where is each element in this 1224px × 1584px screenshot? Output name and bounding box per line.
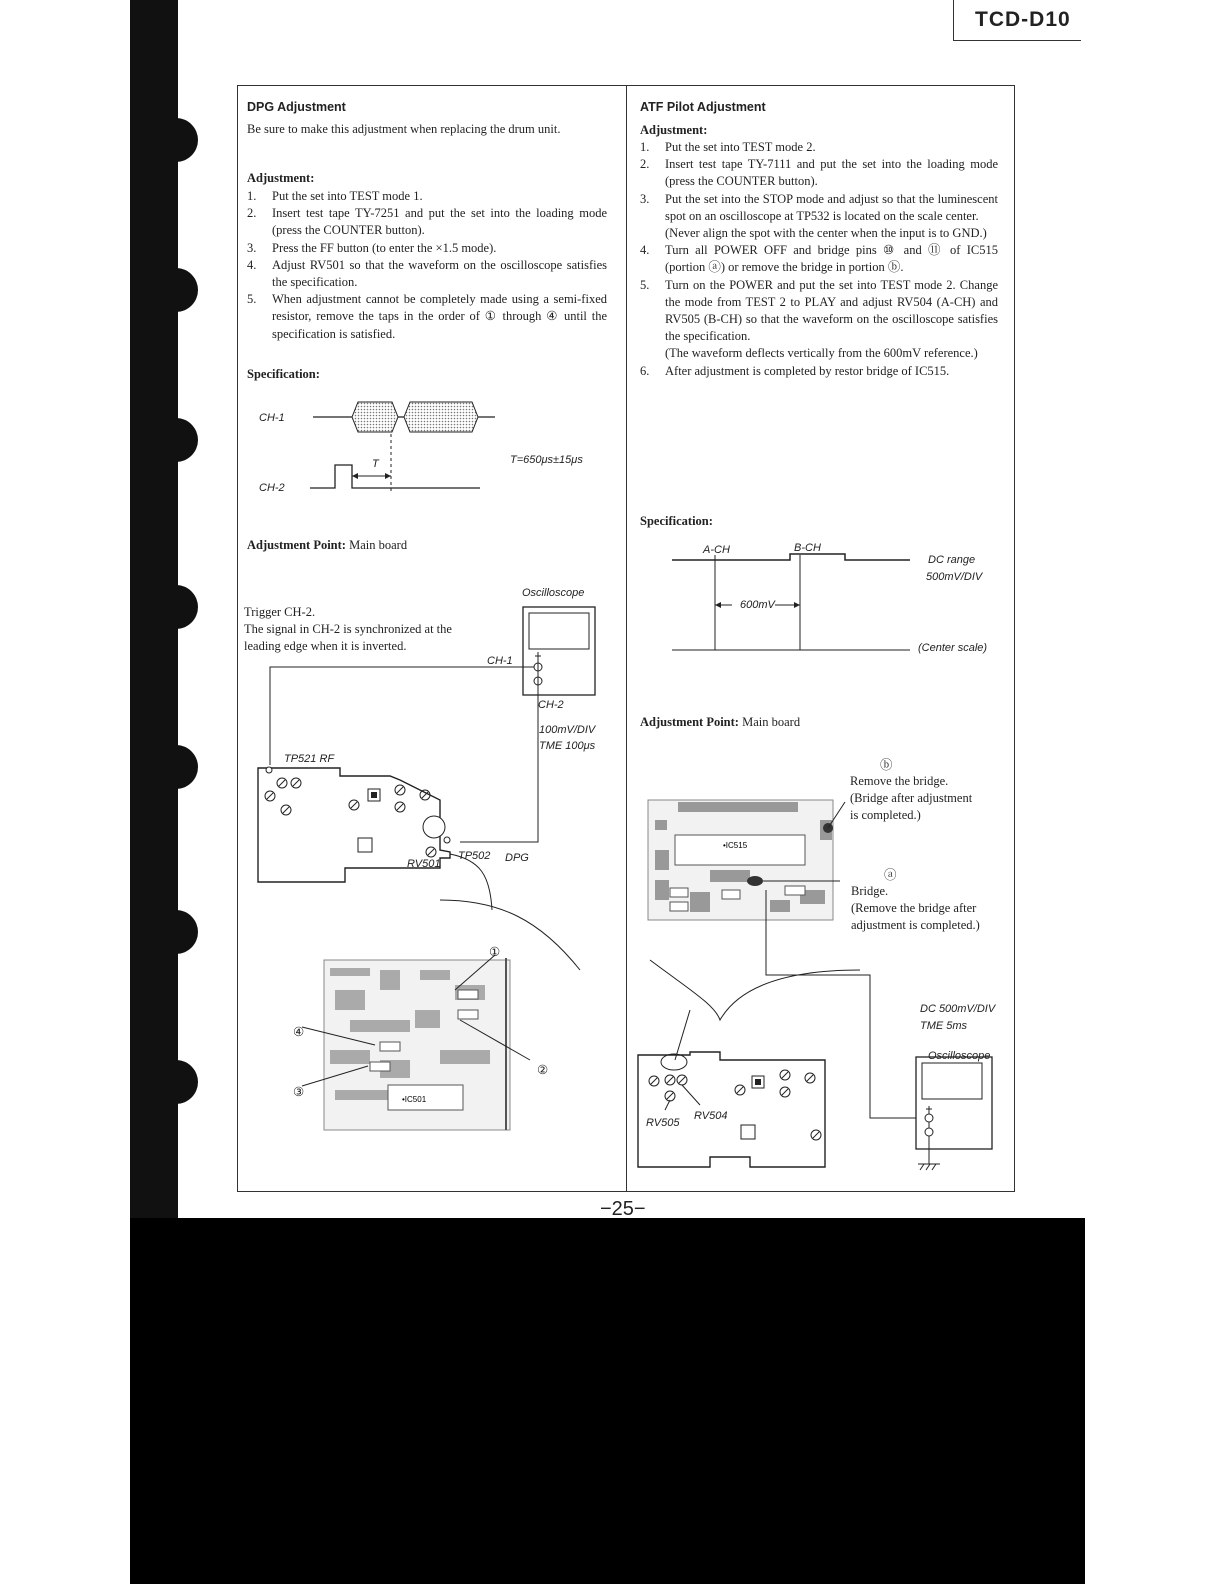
punch-hole (176, 745, 198, 789)
rv504-label: RV504 (694, 1110, 728, 1122)
tap-4: ④ (293, 1025, 305, 1039)
scope-time-right: TME 5ms (920, 1020, 968, 1032)
tap-1: ① (489, 945, 501, 959)
list-item: 6. After adjustment is completed by restor bridge of IC515. (640, 363, 950, 378)
dpg-title: DPG Adjustment (247, 100, 346, 114)
punch-hole (176, 418, 198, 462)
scope-ch1-label: CH-1 (487, 655, 513, 667)
column-divider (626, 85, 627, 1192)
list-item: 5. When adjustment cannot be completely made using a semi-fixed resistor, remove the taps in the order of ① through ④ until the specification is satisfied. (247, 292, 607, 341)
bridge-b-note: Remove the bridge. (Bridge after adjustment is completed.) (850, 774, 973, 823)
t-label: T (372, 458, 379, 470)
page-number: −25− (600, 1198, 646, 1220)
bridge-b-mark: ⓑ (880, 758, 893, 772)
model-number: TCD-D10 (975, 8, 1071, 31)
svg-text:•IC501: •IC501 (402, 1095, 427, 1104)
tp521-label: TP521 RF (284, 753, 335, 765)
dpg-board-diagram (240, 590, 620, 1150)
ch1-label: CH-1 (259, 412, 285, 424)
oscilloscope-label: Oscilloscope (522, 587, 585, 599)
list-item: 4. Turn all POWER OFF and bridge pins ⑩ and ⑪ of IC515 (portion ⓐ) or remove the bridge in portion ⓑ. (640, 243, 998, 275)
punch-hole (176, 910, 198, 954)
scan-edge (0, 0, 130, 1300)
scan-dark-area (130, 1218, 1085, 1584)
atf-adj-point: Adjustment Point: Main board (640, 715, 801, 729)
dpg-adjustment-heading: Adjustment: (247, 171, 315, 185)
dpg-label: DPG (505, 852, 529, 864)
dpg-steps (247, 188, 607, 343)
scope-div: 100mV/DIV (539, 724, 596, 736)
center-scale: (Center scale) (918, 642, 988, 654)
atf-steps (640, 139, 998, 380)
atf-title: ATF Pilot Adjustment (640, 100, 766, 114)
atf-spec-heading: Specification: (640, 514, 713, 528)
list-item: 1. Put the set into TEST mode 1. (247, 189, 423, 203)
scope-time: TME 100μs (539, 740, 596, 752)
list-item: 5. Turn on the POWER and put the set into TEST mode 2. Change the mode from TEST 2 to PLAY and adjust RV504 (A-CH) and RV505 (B-CH) so that the waveform on the oscilloscope satisfies the specification. (The waveform deflects vertically from the 600mV reference.) (640, 277, 998, 361)
tap-2: ② (537, 1063, 549, 1077)
binding-strip (130, 0, 178, 1300)
bridge-a-mark: ⓐ (884, 868, 897, 882)
atf-adjustment-heading: Adjustment: (640, 123, 708, 137)
list-item: 4. Adjust RV501 so that the waveform on the oscilloscope satisfies the specification. (247, 257, 607, 290)
atf-board-diagram (630, 780, 1010, 1190)
list-item: 3. Press the FF button (to enter the ×1.5 mode). (247, 240, 497, 255)
scope-ch2-label: CH-2 (538, 699, 564, 711)
dpg-spec-heading: Specification: (247, 367, 320, 381)
a-ch-label: A-CH (703, 544, 730, 556)
bridge-a-note: Bridge. (Remove the bridge after adjustment is completed.) (851, 884, 980, 933)
dc-range: DC range (928, 554, 976, 566)
tp502-label: TP502 (458, 850, 491, 862)
rv501-label: RV501 (407, 858, 441, 870)
mv600-label: 600mV (740, 599, 775, 611)
dpg-intro: Be sure to make this adjustment when replacing the drum unit. (247, 122, 561, 136)
b-ch-label: B-CH (794, 542, 821, 554)
scope-div-right: DC 500mV/DIV (920, 1003, 996, 1015)
t-spec: T=650μs±15μs (510, 454, 583, 466)
punch-hole (176, 585, 198, 629)
list-item: 2. Insert test tape TY-7111 and put the set into the loading mode (press the COUNTER button). (640, 157, 998, 189)
list-item: 3. Put the set into the STOP mode and adjust so that the luminescent spot on an oscilloscope at TP532 is located on the scale center. (Never align the spot with the center when the input is to GND.) (640, 191, 998, 241)
punch-hole (176, 118, 198, 162)
punch-hole (176, 268, 198, 312)
dpg-adj-point: Adjustment Point: Main board (247, 538, 408, 552)
ch2-label: CH-2 (259, 482, 285, 494)
tap-3: ③ (293, 1085, 305, 1099)
trigger-note: Trigger CH-2. The signal in CH-2 is synchronized at the leading edge when it is inverted. (244, 605, 452, 654)
list-item: 2. Insert test tape TY-7251 and put the set into the loading mode (press the COUNTER button). (247, 206, 607, 238)
oscilloscope-label-right: Oscilloscope (928, 1050, 991, 1062)
rv505-label: RV505 (646, 1117, 680, 1129)
dc-div: 500mV/DIV (926, 571, 983, 583)
punch-hole (176, 1060, 198, 1104)
list-item: 1. Put the set into TEST mode 2. (640, 140, 816, 154)
svg-text:•IC515: •IC515 (723, 841, 748, 850)
dpg-waveform-diagram (240, 390, 620, 510)
